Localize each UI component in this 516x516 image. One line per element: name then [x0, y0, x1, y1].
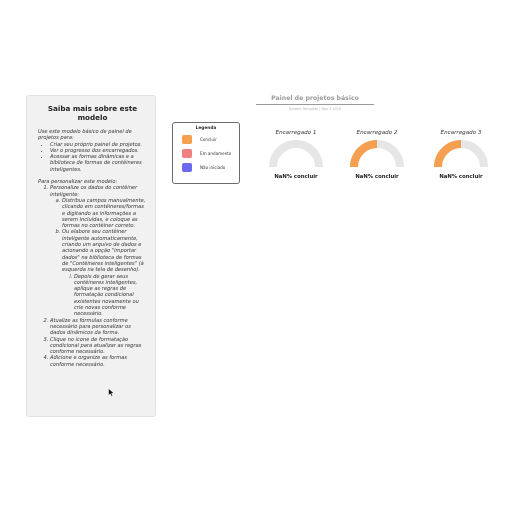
template-info-panel: [26, 95, 156, 417]
step-item: [50, 185, 147, 317]
gauge-value: NaN% concluir: [274, 174, 318, 180]
gauge-arc: [267, 138, 325, 170]
gauge-fill: [354, 144, 377, 167]
panel-body: [38, 129, 147, 368]
step-1a: a. Distribua campos manualmente, clicando em contêineres/formas e digitando as informações a serem incluídas, e coloque as formas no contêiner correto.: [62, 198, 147, 229]
legend-item-concluir: [182, 135, 217, 144]
step-item: [62, 229, 147, 317]
intro-bullet: • Ver o progresso dos encarregados.: [50, 148, 147, 154]
legend: [172, 122, 240, 184]
gauge-track: [273, 144, 319, 167]
legend-label: Concluir: [200, 137, 217, 142]
gauge-value: NaN% concluir: [355, 174, 399, 180]
step-1b-i: i. Depois de gerar seus contêineres inteligentes, aplique as regras de formatação condicional existentes novamente ou crie novas conforme necessário.: [74, 274, 147, 318]
gauge-encarregado-1: [265, 130, 327, 180]
intro-list: [38, 142, 147, 173]
intro-text: Use este modelo básico de painel de projetos para:: [38, 129, 132, 142]
legend-label: Em andamento: [200, 151, 232, 156]
legend-swatch: [182, 135, 192, 144]
step-4: 4. Adicione e organize as formas conforme necessário.: [50, 355, 147, 368]
legend-swatch: [182, 149, 192, 158]
legend-label: Não iniciado: [200, 165, 226, 170]
personalize-intro: Para personalizar este modelo:: [38, 179, 118, 186]
step-2: 2. Atualize as fórmulas conforme necessário para personalizar os dados dinâmicos da forma.: [50, 318, 147, 337]
step-1-text: Personalize os dados do contêiner inteligente:: [50, 185, 138, 198]
gauge-encarregado-3: [430, 130, 492, 180]
dashboard-subtitle: System Template | Nov 3 2020: [288, 107, 342, 111]
gauge-label: Encarregado 2: [356, 130, 398, 136]
subsubsteps-list: [62, 274, 147, 318]
dashboard-title: Painel de projetos básico: [271, 95, 359, 102]
steps-list: [38, 185, 147, 368]
step-3: 3. Clique no ícone de formatação condicional para atualizar as regras conforme necessário.: [50, 337, 147, 356]
panel-title: Saiba mais sobre este modelo: [47, 104, 138, 122]
gauge-value: NaN% concluir: [439, 174, 483, 180]
intro-bullet: • Acessar as formas dinâmicas e a biblioteca de formas de contêineres inteligentes.: [50, 154, 147, 173]
legend-swatch: [182, 163, 192, 172]
gauge-arc: [348, 138, 406, 170]
title-divider: [256, 104, 374, 105]
gauge-arc: [432, 138, 490, 170]
gauge-fill: [438, 144, 461, 167]
mouse-pointer-icon: [108, 388, 115, 397]
intro-bullet: • Criar seu próprio painel de projetos.: [50, 142, 147, 148]
step-1b-text: Ou elabore seu contêiner inteligente automaticamente, criando um arquivo de dados e acionando a opção "importar dados" na biblioteca de formas de "Contêineres inteligentes" (à esquerda na tela de desenho).: [62, 229, 144, 274]
legend-item-nao-iniciado: [182, 163, 225, 172]
gauge-label: Encarregado 3: [440, 130, 482, 136]
gauge-encarregado-2: [346, 130, 408, 180]
legend-title: Legenda: [195, 126, 217, 131]
dashboard-header: [252, 95, 378, 111]
legend-item-em-andamento: [182, 149, 231, 158]
gauge-label: Encarregado 1: [275, 130, 317, 136]
substeps-list: [50, 198, 147, 318]
